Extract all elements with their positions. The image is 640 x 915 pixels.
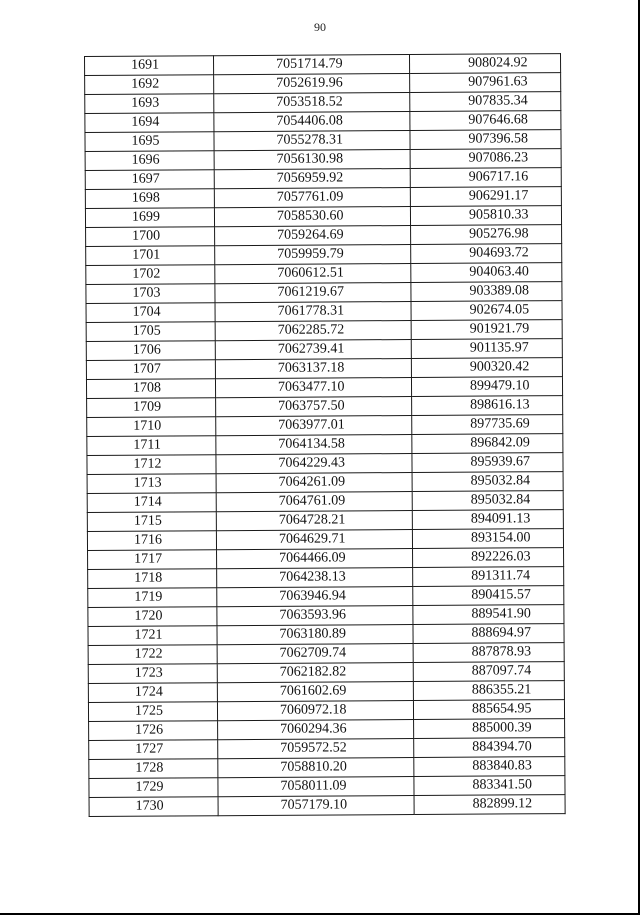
y-coordinate-cell: 900320.42 [411,358,562,378]
x-coordinate-cell: 7051714.79 [214,55,410,75]
x-coordinate-cell: 7062285.72 [215,321,411,341]
y-coordinate-cell: 895939.67 [412,453,563,473]
table-row [86,358,562,380]
point-number-cell: 1713 [87,474,216,494]
point-number-cell: 1702 [86,265,215,285]
y-coordinate-cell: 886355.21 [413,681,564,701]
y-coordinate-cell: 895032.84 [412,472,563,492]
y-coordinate-cell: 907835.34 [410,92,561,112]
x-coordinate-cell: 7059959.79 [215,245,411,265]
x-coordinate-cell: 7055278.31 [214,131,410,151]
table-row [86,301,562,323]
x-coordinate-cell: 7058011.09 [218,776,414,796]
y-coordinate-cell: 903389.08 [411,282,562,302]
x-coordinate-cell: 7056959.92 [214,169,410,189]
x-coordinate-cell: 7053518.52 [214,93,410,113]
y-coordinate-cell: 893154.00 [412,529,563,549]
table-row [86,282,562,304]
table-row [85,206,561,228]
y-coordinate-cell: 894091.13 [412,510,563,530]
y-coordinate-cell: 897735.69 [412,415,563,435]
point-number-cell: 1707 [86,360,215,380]
table-row [87,472,563,494]
table-row [87,415,563,437]
x-coordinate-cell: 7064261.09 [216,473,412,493]
y-coordinate-cell: 885654.95 [413,700,564,720]
x-coordinate-cell: 7059264.69 [215,226,411,246]
point-number-cell: 1709 [87,398,216,418]
y-coordinate-cell: 890415.57 [413,586,564,606]
x-coordinate-cell: 7059572.52 [218,738,414,758]
table-row [88,643,564,665]
table-row [89,795,565,817]
x-coordinate-cell: 7063977.01 [216,416,412,436]
x-coordinate-cell: 7056130.98 [214,150,410,170]
point-number-cell: 1721 [88,626,217,646]
point-number-cell: 1727 [89,740,218,760]
y-coordinate-cell: 882899.12 [414,795,565,815]
x-coordinate-cell: 7064134.58 [216,435,412,455]
x-coordinate-cell: 7062182.82 [217,663,413,683]
y-coordinate-cell: 904693.72 [411,244,562,264]
x-coordinate-cell: 7063946.94 [217,587,413,607]
table-row [88,700,564,722]
x-coordinate-cell: 7064229.43 [216,454,412,474]
point-number-cell: 1703 [86,284,215,304]
x-coordinate-cell: 7064629.71 [216,530,412,550]
y-coordinate-cell: 896842.09 [412,434,563,454]
point-number-cell: 1695 [85,132,214,152]
point-number-cell: 1691 [85,56,214,76]
y-coordinate-cell: 898616.13 [412,396,563,416]
table-row [85,73,561,95]
table-row [89,719,565,741]
table-row [86,320,562,342]
point-number-cell: 1718 [88,569,217,589]
x-coordinate-cell: 7064238.13 [217,568,413,588]
table-row [87,434,563,456]
table-row [85,111,561,133]
table-row [85,168,561,190]
y-coordinate-cell: 887878.93 [413,643,564,663]
table-row [88,624,564,646]
y-coordinate-cell: 905810.33 [410,206,561,226]
point-number-cell: 1694 [85,113,214,133]
table-row [88,662,564,684]
table-row [89,776,565,798]
x-coordinate-cell: 7052619.96 [214,74,410,94]
table-row [85,187,561,209]
y-coordinate-cell: 907961.63 [410,73,561,93]
table-row [88,605,564,627]
x-coordinate-cell: 7064466.09 [217,549,413,569]
point-number-cell: 1704 [86,303,215,323]
x-coordinate-cell: 7058530.60 [214,207,410,227]
point-number-cell: 1710 [87,417,216,437]
y-coordinate-cell: 908024.92 [409,54,560,74]
table-row [85,92,561,114]
y-coordinate-cell: 902674.05 [411,301,562,321]
x-coordinate-cell: 7063593.96 [217,606,413,626]
x-coordinate-cell: 7063477.10 [215,378,411,398]
table-row [85,149,561,171]
y-coordinate-cell: 907396.58 [410,130,561,150]
y-coordinate-cell: 905276.98 [411,225,562,245]
point-number-cell: 1692 [85,75,214,95]
y-coordinate-cell: 895032.84 [412,491,563,511]
table-row [88,548,564,570]
x-coordinate-cell: 7060612.51 [215,264,411,284]
table-row [89,738,565,760]
table-row [89,757,565,779]
table-row [87,396,563,418]
y-coordinate-cell: 906291.17 [410,187,561,207]
x-coordinate-cell: 7063757.50 [216,397,412,417]
table-row [85,54,561,76]
y-coordinate-cell: 891311.74 [413,567,564,587]
y-coordinate-cell: 889541.90 [413,605,564,625]
y-coordinate-cell: 883840.83 [414,757,565,777]
point-number-cell: 1693 [85,94,214,114]
y-coordinate-cell: 887097.74 [413,662,564,682]
y-coordinate-cell: 899479.10 [411,377,562,397]
x-coordinate-cell: 7063180.89 [217,625,413,645]
x-coordinate-cell: 7057761.09 [214,188,410,208]
point-number-cell: 1700 [86,227,215,247]
y-coordinate-cell: 884394.70 [414,738,565,758]
page-number: 90 [314,20,326,34]
point-number-cell: 1696 [85,151,214,171]
x-coordinate-cell: 7061602.69 [217,681,413,701]
x-coordinate-cell: 7054406.08 [214,112,410,132]
point-number-cell: 1720 [88,607,217,627]
table-row [87,529,563,551]
point-number-cell: 1711 [87,436,216,456]
x-coordinate-cell: 7061219.67 [215,283,411,303]
x-coordinate-cell: 7064728.21 [216,511,412,531]
coordinate-table-body [85,54,566,817]
point-number-cell: 1725 [88,702,217,722]
x-coordinate-cell: 7063137.18 [215,359,411,379]
point-number-cell: 1729 [89,778,218,798]
x-coordinate-cell: 7061778.31 [215,302,411,322]
y-coordinate-cell: 906717.16 [410,168,561,188]
x-coordinate-cell: 7060972.18 [217,700,413,720]
y-coordinate-cell: 907646.68 [410,111,561,131]
y-coordinate-cell: 901921.79 [411,320,562,340]
x-coordinate-cell: 7058810.20 [218,757,414,777]
point-number-cell: 1722 [88,645,217,665]
point-number-cell: 1706 [86,341,215,361]
point-number-cell: 1726 [89,721,218,741]
table-row [88,567,564,589]
table-row [87,491,563,513]
point-number-cell: 1705 [86,322,215,342]
table-row [86,225,562,247]
point-number-cell: 1712 [87,455,216,475]
y-coordinate-cell: 901135.97 [411,339,562,359]
point-number-cell: 1723 [88,664,217,684]
table-row [88,681,564,703]
point-number-cell: 1708 [86,379,215,399]
point-number-cell: 1714 [87,493,216,513]
point-number-cell: 1728 [89,759,218,779]
y-coordinate-cell: 883341.50 [414,776,565,796]
x-coordinate-cell: 7062709.74 [217,644,413,664]
table-row [88,586,564,608]
y-coordinate-cell: 907086.23 [410,149,561,169]
point-number-cell: 1699 [85,208,214,228]
coordinate-table [84,53,566,817]
point-number-cell: 1724 [88,683,217,703]
x-coordinate-cell: 7057179.10 [218,795,414,815]
point-number-cell: 1701 [86,246,215,266]
point-number-cell: 1715 [87,512,216,532]
x-coordinate-cell: 7060294.36 [218,719,414,739]
y-coordinate-cell: 904063.40 [411,263,562,283]
table-row [86,244,562,266]
x-coordinate-cell: 7062739.41 [215,340,411,360]
point-number-cell: 1697 [85,170,214,190]
table-row [87,453,563,475]
point-number-cell: 1717 [88,550,217,570]
point-number-cell: 1719 [88,588,217,608]
point-number-cell: 1716 [87,531,216,551]
table-row [87,510,563,532]
table-row [86,377,562,399]
x-coordinate-cell: 7064761.09 [216,492,412,512]
y-coordinate-cell: 892226.03 [413,548,564,568]
table-row [86,263,562,285]
table-row [85,130,561,152]
y-coordinate-cell: 888694.97 [413,624,564,644]
y-coordinate-cell: 885000.39 [414,719,565,739]
coordinate-table-container [84,56,560,817]
table-row [86,339,562,361]
point-number-cell: 1730 [89,797,218,817]
point-number-cell: 1698 [85,189,214,209]
